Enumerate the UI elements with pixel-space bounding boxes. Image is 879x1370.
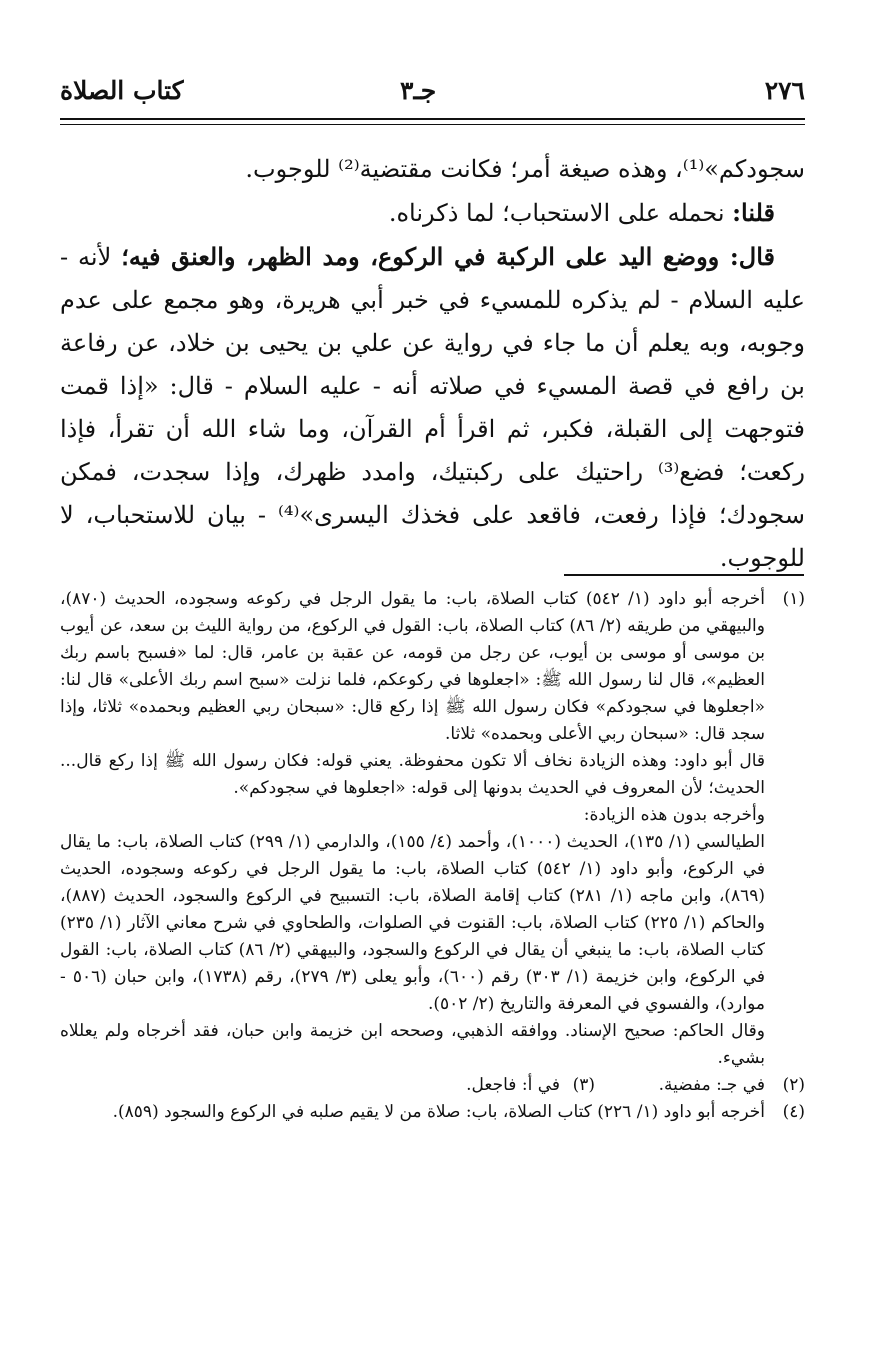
paragraph-3-text: لأنه - عليه السلام - لم يذكره للمسيء في خبر أبي هريرة، وهو مجمع على عدم وجوبه، وبه يعلم أن ما جاء في رواية عن علي بن يحيى بن خلاد، عن رفاعة بن رافع في قصة المسيء في صلاته أنه - عليه السلام - قال: «إذا قمت فتوجهت إلى القبلة، فكبر، ثم اقرأ أم القرآن، وما شاء الله أن تقرأ، فإذا ركعت؛ فضع⁽³⁾ راحتيك على ركبتيك، وامدد ظهرك، وإذا سجدت، فمكن سجودك؛ فإذا رفعت، فاقعد على فخذك اليسرى»⁽⁴⁾ - بيان للاستحباب، لا للوجوب.: [60, 243, 806, 572]
page-header: [60, 76, 805, 116]
footnote-3-number: (٣): [572, 1075, 595, 1095]
footnote-separator: [564, 574, 804, 576]
footnote-3-text: في أ: فاجعل.: [466, 1075, 560, 1095]
header-rule-thin: [60, 124, 805, 125]
main-text: [60, 148, 805, 580]
header-rule: [60, 118, 805, 120]
footnote-4-text: أخرجه أبو داود (١/ ٢٢٦) كتاب الصلاة، باب: صلاة من لا يقيم صلبه في الركوع والسجود (٨٥٩).: [112, 1102, 765, 1122]
paragraph-3-label: قال: ووضع اليد على الركبة في الركوع، ومد الظهر، والعنق فيه؛: [121, 242, 775, 271]
page-number: ٢٧٦: [764, 76, 805, 105]
paragraph-2-text: نحمله على الاستحباب؛ لما ذكرناه.: [388, 199, 733, 227]
paragraph-3: [60, 235, 805, 580]
paragraph-1: سجودكم»⁽¹⁾، وهذه صيغة أمر؛ فكانت مقتضية⁽²⁾ للوجوب.: [245, 155, 805, 183]
footnote-1-part-d: الطيالسي (١/ ١٣٥)، الحديث (١٠٠٠)، وأحمد (٤/ ١٥٥)، والدارمي (١/ ٢٩٩) كتاب الصلاة، باب: ما يقال في الركوع، وأبو داود (١/ ٥٤٢) كتاب الصلاة، باب: ما يقول الرجل في ركوعه وسجوده، الحديث (٨٦٩)، وابن ماجه (١/ ٢٨١) كتاب إقامة الصلاة، باب: التسبيح في الركوع والسجود، الحديث (٨٨٧)، والحاكم (١/ ٢٢٥) كتاب الصلاة، باب: القنوت في الصلوات، والطحاوي في شرح معاني الآثار (١/ ٢٣٥) كتاب الصلاة، باب: ما ينبغي أن يقال في الركوع والسجود، والبيهقي (٢/ ٨٦) كتاب الصلاة، باب: القول في الركوع، وابن خزيمة (١/ ٣٠٣) رقم (٦٠٠)، وأبو يعلى (٣/ ٢٧٩)، رقم (١٧٣٨)، وابن حبان (٥٠٦ - موارد)، والفسوي في المعرفة والتاريخ (٢/ ٥٠٢).: [60, 832, 766, 1014]
paragraph-2-label: قلنا:: [732, 198, 775, 227]
book-title: كتاب الصلاة: [60, 76, 184, 105]
footnote-2-3-row: [60, 1072, 805, 1099]
volume-label: جـ٣: [400, 76, 437, 105]
footnote-1-number: (١): [782, 589, 805, 609]
footnote-1-part-a: أخرجه أبو داود (١/ ٥٤٢) كتاب الصلاة، باب: ما يقول الرجل في ركوعه وسجوده، الحديث (٨٧٠)، والبيهقي من طريقه (٢/ ٨٦) كتاب الصلاة، باب: القول في الركوع، من رواية الليث بن سعد، عن أيوب بن موسى أو موسى بن أيوب، عن رجل من قومه، عن عقبة بن عامر، قال: لما «فسبح باسم ربك العظيم»، قال لنا رسول الله ﷺ: «اجعلوها في ركوعكم، فلما نزلت «سبح اسم ربك الأعلى» قال لنا: «اجعلوها في سجودكم» فكان رسول الله ﷺ إذا ركع قال: «سبحان ربي العظيم وبحمده» ثلاثا، وإذا سجد قال: «سبحان ربي الأعلى وبحمده» ثلاثا.: [60, 589, 766, 744]
footnote-1-part-b: قال أبو داود: وهذه الزيادة نخاف ألا تكون محفوظة. يعني قوله: فكان رسول الله ﷺ إذا ركع قال... الحديث؛ لأن المعروف في الحديث بدونها إلى قوله: «اجعلوها في سجودكم».: [60, 751, 765, 798]
footnote-2-text: في جـ: مفضية.: [658, 1075, 765, 1095]
footnote-1-part-e: وقال الحاكم: صحيح الإسناد. ووافقه الذهبي، وصححه ابن خزيمة وابن حبان، فقد أخرجاه ولم يعللاه بشيء.: [60, 1021, 765, 1068]
footnotes: [60, 586, 805, 1126]
footnote-2-number: (٢): [782, 1075, 805, 1095]
footnote-4: [60, 1099, 805, 1126]
footnote-1-part-c: وأخرجه بدون هذه الزيادة:: [583, 805, 765, 825]
footnote-1: [60, 586, 805, 1072]
footnote-4-number: (٤): [782, 1102, 805, 1122]
paragraph-2: [60, 191, 805, 235]
